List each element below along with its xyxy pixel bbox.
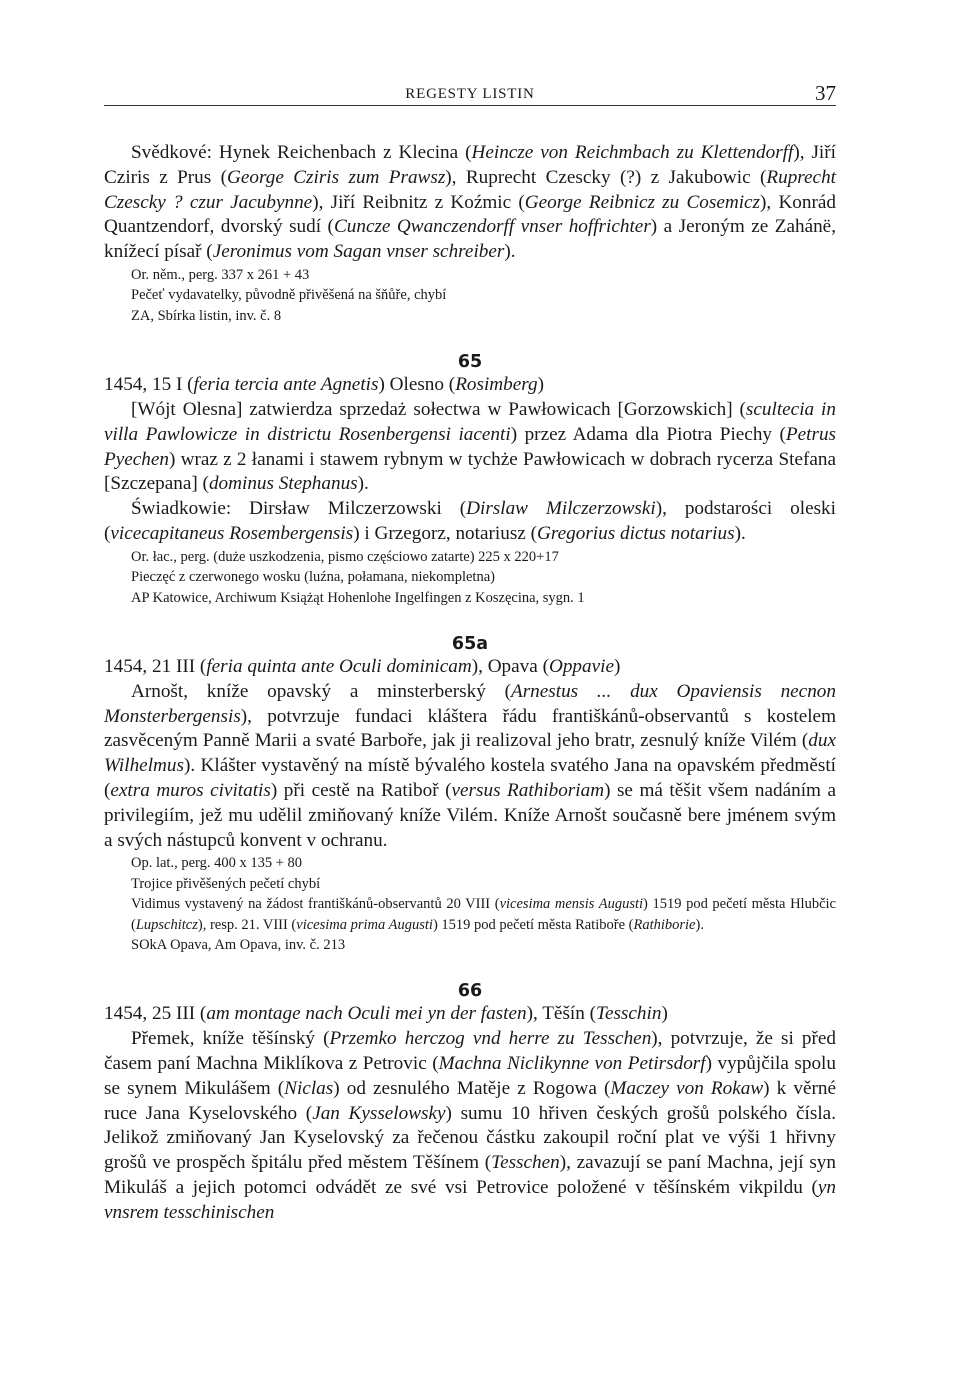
italic-run: Machna Niclikynne von Petirsdorf: [438, 1053, 706, 1074]
text-run: 1454, 15 I (: [104, 374, 194, 396]
page-body: [104, 141, 836, 1226]
text-run: ) vypůjčila spolu se synem Mikulášem (: [104, 1053, 836, 1099]
text-run: ): [613, 656, 621, 677]
text-run: 1454, 25 III (: [104, 1003, 207, 1025]
italic-run: yn vnsrem tesschinischen: [104, 1176, 836, 1223]
italic-run: am montage nach Oculi mei yn der fasten: [206, 1003, 527, 1025]
italic-run: Cuncze Qwanczendorff vnser hoffrichter: [333, 216, 651, 238]
italic-run: versus Rathiboriam: [451, 779, 605, 801]
text-run: ), zavazují se paní Machna, její syn Mikuláš a jejich potomci odvádět ze své vsi Petrovice položené v těšínském vikpildu (: [104, 1152, 836, 1198]
vidimus-note: [104, 894, 836, 935]
italic-run: Lupschitcz: [135, 916, 198, 933]
running-head: REGESTY LISTIN: [405, 86, 535, 102]
text-run: ) při cestě na Ratiboř (: [270, 779, 452, 801]
text-run: ).: [357, 473, 369, 495]
text-run: ) se má těšit všem nadáním a privilegiím, jež mu udělil zmiňovaný kníže Vilém. Kníže Arnošt současně bere jménem svým a svých nástupců konvent v ochranu.: [104, 779, 836, 851]
text-run: Přemek, kníže těšínský (: [131, 1028, 330, 1050]
italic-run: dux Wilhelmus: [104, 730, 836, 777]
book-page: [104, 0, 836, 1226]
italic-run: vicesima mensis Augusti: [499, 896, 644, 913]
text-run: ) wraz z 2 łanami i stawem rybnym w tychże Pawłowicach w dobrach rycerza Stefana [Szczepana] (: [104, 448, 836, 495]
text-run: ), Ruprecht Czescky (?) z Jakubowic (: [445, 166, 767, 188]
regest-number: 66: [457, 981, 483, 1002]
text-run: ), potvrzuje fundaci kláštera řádu františkánů-observantů s kostelem zasvěceným Panně Marii a svaté Barboře, jak ji realizoval jeho bratr, zesnulý kníže Vilém (: [104, 705, 836, 752]
note-line: AP Katowice, Archiwum Książąt Hohenlohe Ingelfingen z Koszęcina, sygn. 1: [131, 589, 585, 606]
italic-run: vicecapitaneus Rosembergensis: [110, 522, 354, 544]
text-run: ) k věrné ruce Jana Kyselovského (: [104, 1077, 836, 1124]
text-run: 1454, 21 III (: [104, 656, 207, 677]
italic-run: scultecia in villa Pawlowicze in districtu Rosenbergensi iacenti: [104, 399, 836, 445]
text-run: [Wójt Olesna] zatwierdza sprzedaż sołectwa w Pawłowicach [Gorzowskich] (: [131, 399, 746, 420]
text-run: ). Klášter vystavěný na místě bývalého kostela svatého Jana na opavském předměstí (: [104, 755, 836, 801]
italic-run: Oppavie: [548, 656, 614, 677]
text-run: ), Opava (: [471, 656, 549, 677]
text-run: ).: [695, 916, 704, 933]
note-line: Op. lat., perg. 400 x 135 + 80: [131, 855, 303, 872]
italic-run: Rosimberg: [455, 374, 538, 396]
text-run: ) a Jeroným ze Zahánë, knížecí písař (: [104, 216, 836, 263]
text-run: ).: [734, 522, 746, 544]
italic-run: George Reibnicz zu Cosemicz: [524, 191, 761, 213]
text-run: Svědkové: Hynek Reichenbach z Klecina (: [131, 142, 472, 163]
text-run: ) od zesnulého Matěje z Rogowa (: [333, 1077, 611, 1099]
text-run: ).: [504, 241, 516, 263]
italic-run: Tesschin: [596, 1003, 662, 1025]
note-line: ZA, Sbírka listin, inv. č. 8: [131, 307, 282, 324]
italic-run: Rathiborie: [633, 916, 696, 933]
text-run: ), podstarości oleski (: [104, 498, 836, 544]
italic-run: Tesschen: [491, 1152, 560, 1174]
regest-text: [104, 680, 836, 854]
italic-run: Przemko herczog vnd herre zu Tesschen: [329, 1028, 652, 1050]
italic-run: Petrus Pyechen: [104, 423, 837, 470]
italic-run: Gregorius dictus notarius: [537, 522, 735, 544]
text-run: ), Jiří Cziris z Prus (: [104, 142, 836, 188]
header-rule: [104, 105, 836, 106]
text-run: ): [537, 374, 545, 396]
text-run: Świadkowie: Dirsław Milczerzowski (: [131, 498, 467, 520]
note-line: Or. něm., perg. 337 x 261 + 43: [131, 266, 310, 283]
italic-run: dominus Stephanus: [208, 473, 358, 495]
italic-run: feria quinta ante Oculi dominicam: [206, 656, 472, 677]
italic-run: Jeronimus vom Sagan vnser schreiber: [212, 241, 505, 263]
text-run: ) Olesno (: [378, 374, 456, 396]
italic-run: Maczey von Rokaw: [610, 1077, 764, 1099]
text-run: ): [661, 1003, 668, 1025]
regest-date: [104, 373, 836, 398]
italic-run: feria tercia ante Agnetis: [193, 374, 379, 396]
regest-number: 65a: [451, 634, 489, 654]
text-run: ), Těšín (: [526, 1003, 597, 1025]
text-run: Vidimus vystavený na žádost františkánů-observantů 20 VIII (: [131, 896, 500, 913]
italic-run: vicesima prima Augusti: [296, 916, 433, 933]
text-run: ), Jiří Reibnitz z Koźmic (: [312, 191, 525, 213]
regest-text: [104, 398, 836, 497]
italic-run: extra muros civitatis: [110, 779, 271, 801]
witnesses-paragraph: [104, 141, 836, 265]
note-line: Or. łac., perg. (duże uszkodzenia, pismo częściowo zatarte) 225 x 220+17: [131, 548, 559, 565]
witnesses-paragraph: [104, 497, 836, 547]
italic-run: Niclas: [284, 1077, 334, 1099]
text-run: ) przez Adama dla Piotra Piechy (: [510, 423, 786, 445]
italic-run: Arnestus ... dux Opaviensis necnon Monsterbergensis: [104, 680, 836, 727]
text-run: ) i Grzegorz, notariusz (: [353, 522, 537, 544]
text-run: ) 1519 pod pečetí města Hlubčic (: [131, 896, 836, 933]
note-line: SOkA Opava, Am Opava, inv. č. 213: [131, 937, 346, 953]
italic-run: Dirslaw Milczerzowski: [466, 498, 656, 520]
italic-run: Ruprecht Czescky ? czur Jacubynne: [104, 166, 836, 213]
page-number: 37: [815, 81, 836, 105]
text-run: ), resp. 21. VIII (: [197, 916, 297, 933]
note-line: Pečeť vydavatelky, původně přivěšená na šňůře, chybí: [131, 287, 447, 304]
text-run: ) sumu 10 hřiven českých grošů polského čísla. Jelikož zmiňovaný Jan Kyselovský za řečenou částku zakoupil roční plat ve výši 1 hřivny grošů ve prospěch špitálu před městem Těšínem (: [104, 1102, 836, 1174]
italic-run: Jan Kysselowsky: [312, 1102, 446, 1124]
italic-run: Heincze von Reichmbach zu Klettendorff: [471, 142, 794, 163]
italic-run: George Cziris zum Prawsz: [227, 166, 446, 188]
text-run: ), Konrád Quantzendorf, dvorský sudí (: [104, 191, 836, 238]
note-line: Trojice přivěšených pečetí chybí: [131, 875, 321, 892]
page-header: [104, 0, 836, 108]
text-run: ) 1519 pod pečetí města Ratiboře (: [432, 916, 634, 933]
note-line: Pieczęć z czerwonego wosku (luźna, połamana, niekompletna): [131, 569, 495, 586]
regest-text: [104, 1027, 836, 1225]
regest-date: [104, 655, 836, 680]
text-run: Arnošt, kníže opavský a minsterberský (: [131, 680, 511, 702]
text-run: ), potvrzuje, že si před časem paní Machna Miklíkova z Petrovic (: [104, 1028, 836, 1074]
regest-date: [104, 1002, 836, 1027]
regest-number: 65: [457, 352, 483, 373]
